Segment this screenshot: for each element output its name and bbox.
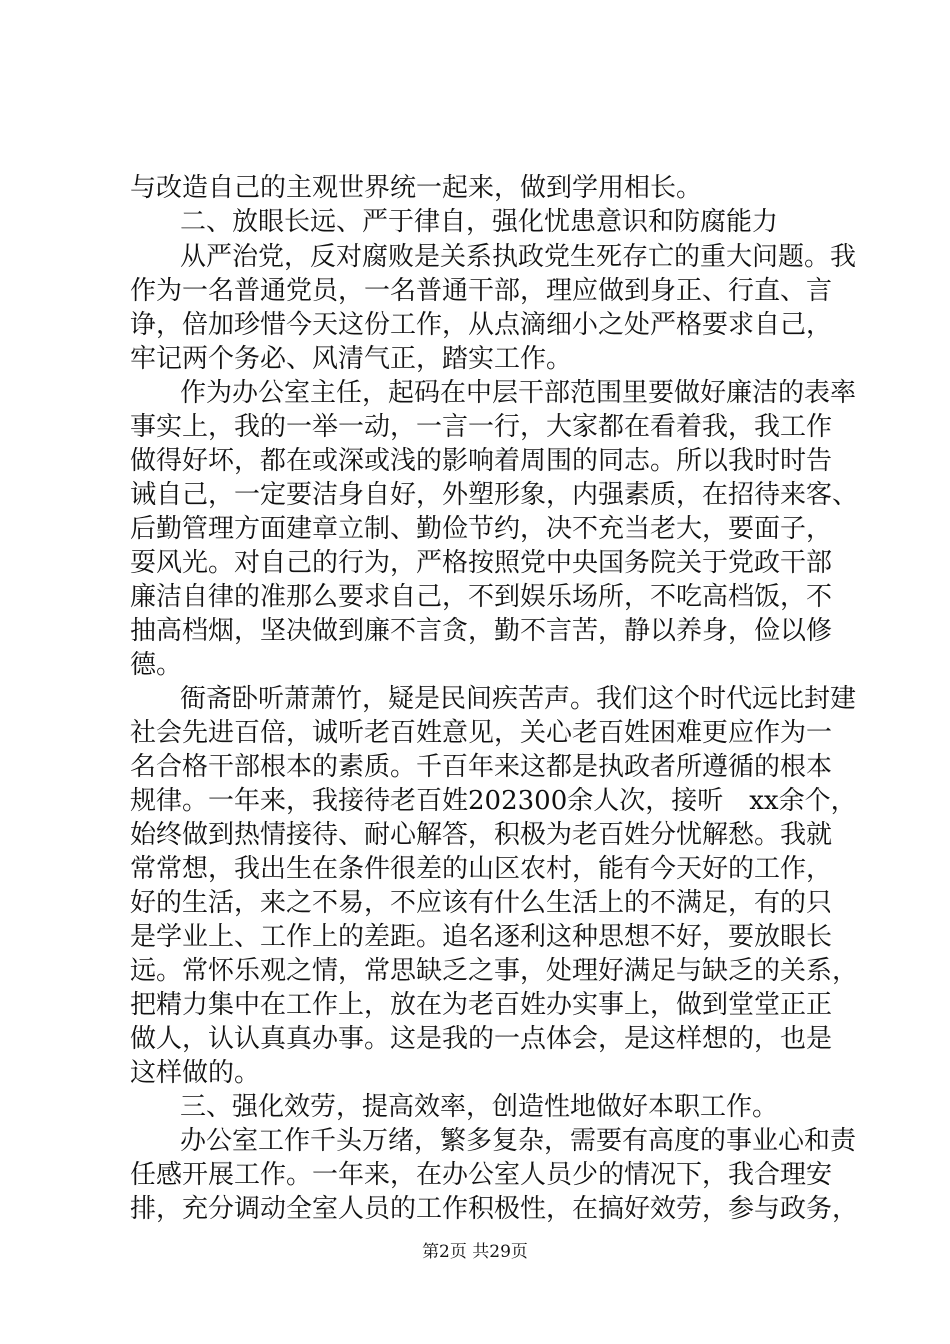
text-line: 牢记两个务必、风清气正，踏实工作。 — [130, 344, 573, 374]
text-line: 廉洁自律的准那么要求自己，不到娱乐场所，不吃高档饭，不 — [130, 582, 833, 612]
text-line: 从严治党，反对腐败是关系执政党生死存亡的重大问题。我 — [180, 242, 857, 272]
text-line: 事实上，我的一举一动，一言一行，大家都在看着我，我工作 — [130, 412, 833, 442]
text-line: 与改造自己的主观世界统一起来，做到学用相长。 — [130, 173, 703, 203]
text-line: 这样做的。 — [130, 1058, 261, 1088]
text-line: 始终做到热情接待、耐心解答，积极为老百姓分忧解愁。我就 — [130, 820, 833, 850]
text-line: 后勤管理方面建章立制、勤俭节约，决不充当老大，要面子， — [130, 514, 833, 544]
text-line: 规律。一年来，我接待老百姓202300余人次，接听 xx余个， — [130, 786, 857, 816]
text-line: 是学业上、工作上的差距。追名逐利这种思想不好，要放眼长 — [130, 922, 833, 952]
text-line: 把精力集中在工作上，放在为老百姓办实事上，做到堂堂正正 — [130, 990, 833, 1020]
text-line: 办公室工作千头万绪，繁多复杂，需要有高度的事业心和责 — [180, 1126, 857, 1156]
text-line: 抽高档烟，坚决做到廉不言贪，勤不言苦，静以养身，俭以修 — [130, 616, 833, 646]
text-line: 诤，倍加珍惜今天这份工作，从点滴细小之处严格要求自己， — [130, 310, 833, 340]
text-line: 做人，认认真真办事。这是我的一点体会，是这样想的，也是 — [130, 1024, 833, 1054]
text-line: 德。 — [130, 650, 183, 680]
text-line: 做得好坏，都在或深或浅的影响着周围的同志。所以我时时告 — [130, 446, 833, 476]
text-line: 常常想，我出生在条件很差的山区农村，能有今天好的工作， — [130, 854, 833, 884]
text-line: 作为办公室主任，起码在中层干部范围里要做好廉洁的表率 — [180, 378, 857, 408]
text-line: 作为一名普通党员，一名普通干部，理应做到身正、行直、言 — [130, 276, 833, 306]
section-heading: 三、强化效劳，提高效率，创造性地做好本职工作。 — [180, 1092, 779, 1122]
text-line: 社会先进百倍，诚听老百姓意见，关心老百姓困难更应作为一 — [130, 718, 833, 748]
text-line: 排，充分调动全室人员的工作积极性，在搞好效劳，参与政务， — [130, 1194, 859, 1224]
text-line: 好的生活，来之不易，不应该有什么生活上的不满足，有的只 — [130, 888, 833, 918]
text-line: 名合格干部根本的素质。千百年来这都是执政者所遵循的根本 — [130, 752, 833, 782]
text-line: 诫自己，一定要洁身自好，外塑形象，内强素质，在招待来客、 — [130, 480, 859, 510]
page-number-footer: 第2页 共29页 — [422, 1242, 528, 1262]
text-line: 远。常怀乐观之情，常思缺乏之事，处理好满足与缺乏的关系， — [130, 956, 859, 986]
text-line: 耍风光。对自己的行为，严格按照党中央国务院关于党政干部 — [130, 548, 833, 578]
text-line: 任感开展工作。一年来，在办公室人员少的情况下，我合理安 — [130, 1160, 833, 1190]
section-heading: 二、放眼长远、严于律自，强化忧患意识和防腐能力 — [180, 207, 779, 237]
text-line: 衙斋卧听萧萧竹，疑是民间疾苦声。我们这个时代远比封建 — [180, 684, 857, 714]
